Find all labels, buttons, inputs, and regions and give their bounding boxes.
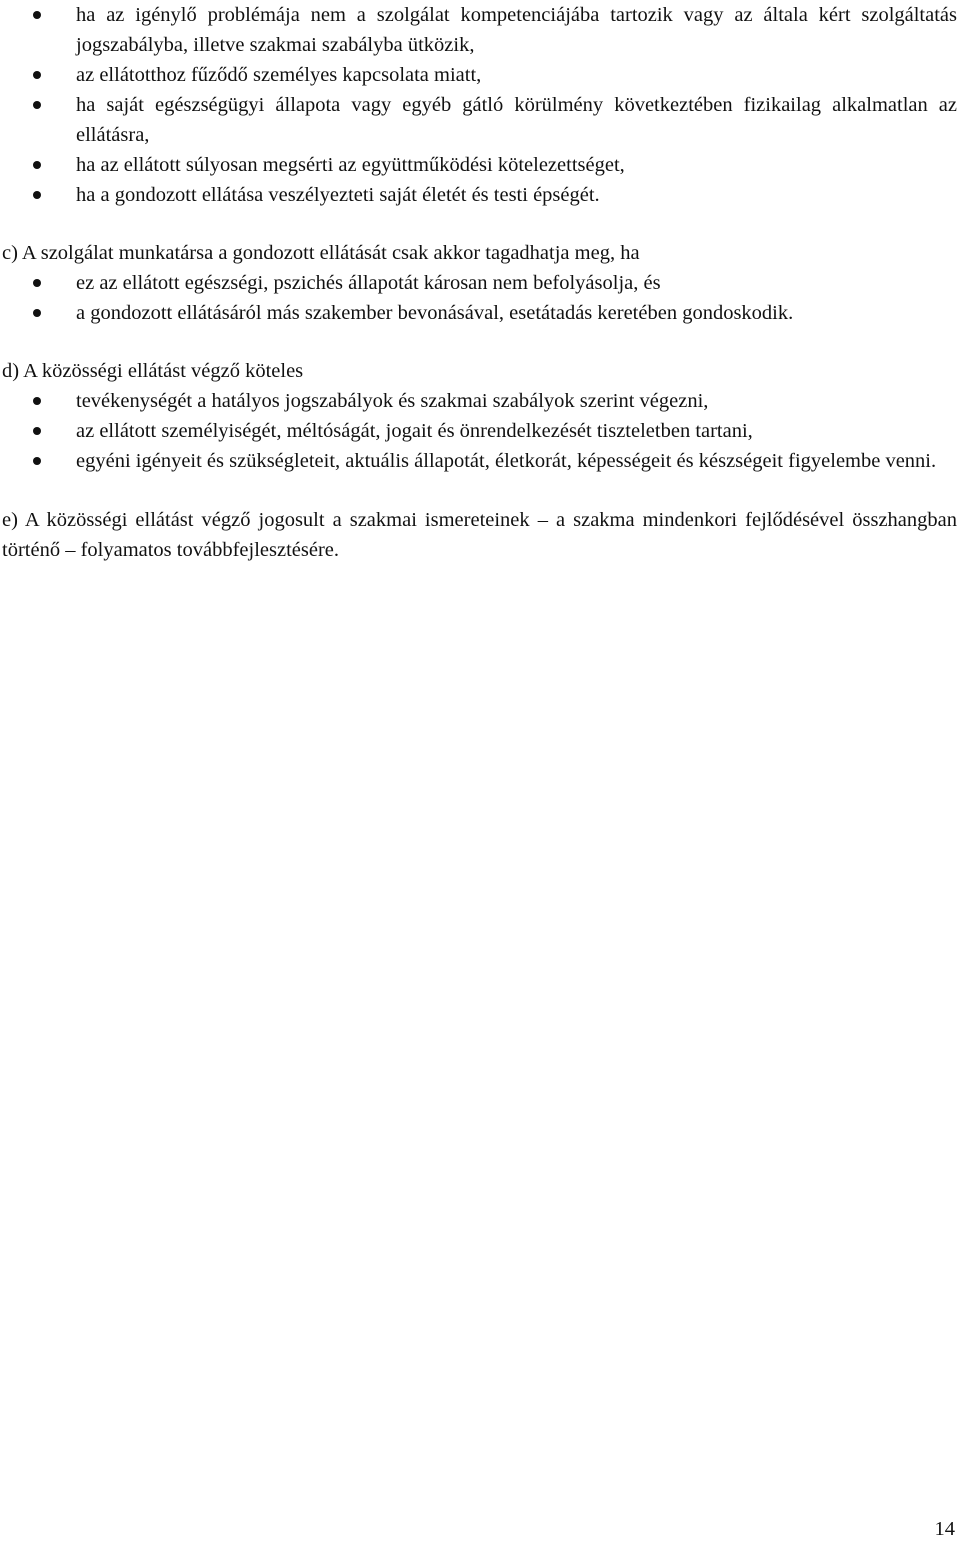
list-item-text: ha az igénylő problémája nem a szolgálat kompetenciájába tartozik vagy az általa kért szolgáltatás jogszabályba, illetve szakmai szabályba ütközik, bbox=[76, 4, 957, 56]
list-item-text: az ellátotthoz fűződő személyes kapcsolata miatt, bbox=[76, 64, 482, 86]
bullet-icon bbox=[33, 101, 41, 109]
bullet-icon bbox=[33, 397, 41, 405]
bullet-icon bbox=[33, 457, 41, 465]
list-item-text: az ellátott személyiségét, méltóságát, jogait és önrendelkezését tiszteletben tartani, bbox=[76, 420, 753, 442]
page-number: 14 bbox=[934, 1518, 955, 1540]
list-item bbox=[2, 416, 957, 446]
bullet-icon bbox=[33, 11, 41, 19]
bullet-icon bbox=[33, 161, 41, 169]
list-item-text: egyéni igényeit és szükségleteit, aktuális állapotát, életkorát, képességeit és készségeit figyelembe venni. bbox=[76, 450, 937, 472]
list-item-text: ha a gondozott ellátása veszélyezteti saját életét és testi épségét. bbox=[76, 184, 600, 206]
refusal-conditions-list bbox=[2, 0, 957, 210]
list-item bbox=[2, 298, 957, 328]
bullet-icon bbox=[33, 71, 41, 79]
list-item bbox=[2, 60, 957, 90]
list-item bbox=[2, 446, 957, 476]
list-item bbox=[2, 180, 957, 210]
list-item-text: tevékenységét a hatályos jogszabályok és szakmai szabályok szerint végezni, bbox=[76, 390, 709, 412]
page-content bbox=[2, 0, 957, 565]
refusal-allowed-list bbox=[2, 268, 957, 328]
list-item bbox=[2, 90, 957, 150]
list-item-text: a gondozott ellátásáról más szakember bevonásával, esetátadás keretében gondoskodik. bbox=[76, 302, 794, 324]
list-item bbox=[2, 268, 957, 298]
list-item bbox=[2, 386, 957, 416]
bullet-icon bbox=[33, 191, 41, 199]
bullet-icon bbox=[33, 427, 41, 435]
bullet-icon bbox=[33, 279, 41, 287]
list-item bbox=[2, 150, 957, 180]
paragraph-d: d) A közösségi ellátást végző köteles bbox=[2, 360, 304, 382]
list-item-text: ez az ellátott egészségi, pszichés állapotát károsan nem befolyásolja, és bbox=[76, 272, 661, 294]
paragraph-c: c) A szolgálat munkatársa a gondozott ellátását csak akkor tagadhatja meg, ha bbox=[2, 242, 640, 264]
list-item-text: ha az ellátott súlyosan megsérti az együttműködési kötelezettséget, bbox=[76, 154, 625, 176]
list-item-text: ha saját egészségügyi állapota vagy egyéb gátló körülmény következtében fizikailag alkalmatlan az ellátásra, bbox=[76, 94, 957, 146]
obligations-list bbox=[2, 386, 957, 476]
list-item bbox=[2, 0, 957, 60]
bullet-icon bbox=[33, 309, 41, 317]
paragraph-e: e) A közösségi ellátást végző jogosult a szakmai ismereteinek – a szakma mindenkori fejlődésével összhangban történő – folyamatos továbbfejlesztésére. bbox=[2, 509, 957, 561]
